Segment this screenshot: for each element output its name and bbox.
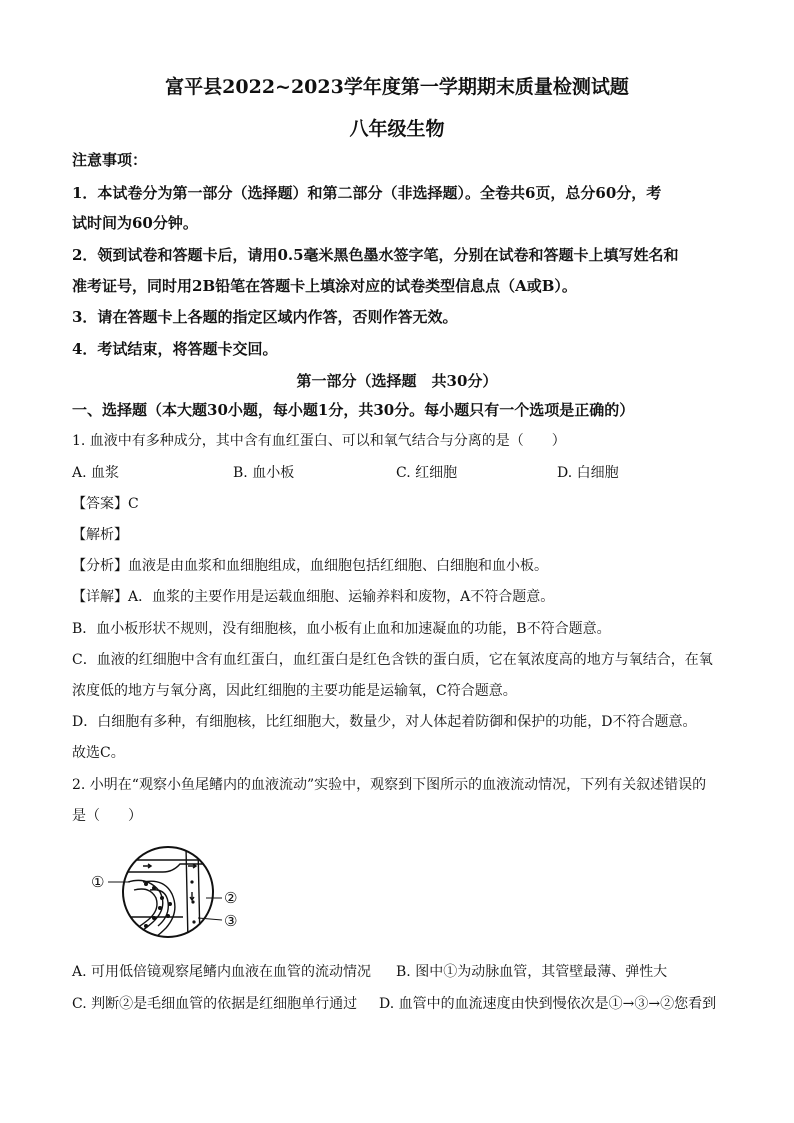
exam-title: 富平县2022~2023学年度第一学期期末质量检测试题 <box>165 76 629 98</box>
answer-tag: 【答案】 <box>72 496 128 512</box>
section-title: 第一部分（选择题 共30分） <box>296 372 498 390</box>
diagram-label-2: ② <box>224 889 238 907</box>
detail-text: A．血浆的主要作用是运载血细胞、运输养料和废物，A不符合题意。 <box>128 589 555 605</box>
q1-option-a: A. 血浆 <box>72 465 120 481</box>
q1-detail-line: D．白细胞有多种，有细胞核，比红细胞大，数量少，对人体起着防御和保护的功能，D不符合题意。 <box>72 714 697 730</box>
exam-subtitle: 八年级生物 <box>349 118 445 140</box>
q1-detail <box>72 587 554 607</box>
answer-value: C <box>128 496 139 512</box>
q1-option-d: D. 白细胞 <box>557 465 619 481</box>
q1-detail-line: 浓度低的地方与氧分离，因此红细胞的主要功能是运输氧，C符合题意。 <box>72 683 517 699</box>
q1-option-b: B. 血小板 <box>233 465 295 481</box>
q2-option-d: D. 血管中的血流速度由快到慢依次是①→③→②您看到 <box>379 996 717 1012</box>
q2-option-c: C. 判断②是毛细血管的依据是红细胞单行通过 <box>72 996 358 1012</box>
fenxi-text: 血液是由血浆和血细胞组成，血细胞包括红细胞、白细胞和血小板。 <box>128 558 548 574</box>
q1-detail-line: B．血小板形状不规则，没有细胞核，血小板有止血和加速凝血的功能，B不符合题意。 <box>72 621 611 637</box>
note-line: 4．考试结束，将答题卡交回。 <box>72 340 278 358</box>
fenxi-tag: 【分析】 <box>72 558 128 574</box>
q2-option-b: B. 图中①为动脉血管，其管壁最薄、弹性大 <box>396 964 668 980</box>
q1-analysis-tag: 【解析】 <box>72 527 128 543</box>
note-line: 3．请在答题卡上各题的指定区域内作答，否则作答无效。 <box>72 308 458 326</box>
diagram-label-3: ③ <box>224 912 238 930</box>
note-line: 准考证号，同时用2B铅笔在答题卡上填涂对应的试卷类型信息点（A或B）。 <box>72 277 577 295</box>
q1-fenxi <box>72 556 548 576</box>
q2-option-a: A. 可用低倍镜观察尾鳍内血液在血管的流动情况 <box>72 964 372 980</box>
blood-flow-diagram <box>88 842 248 952</box>
diagram-label-1: ① <box>91 873 105 891</box>
detail-tag: 【详解】 <box>72 589 128 605</box>
q1-answer <box>72 494 139 514</box>
note-line: 2．领到试卷和答题卡后，请用0.5毫米黑色墨水签字笔，分别在试卷和答题卡上填写姓名和 <box>72 246 679 264</box>
q1-option-c: C. 红细胞 <box>396 465 458 481</box>
notes-heading: 注意事项： <box>72 151 148 169</box>
q2-stem-line: 2. 小明在“观察小鱼尾鳍内的血液流动”实验中，观察到下图所示的血液流动情况，下列有关叙述错误的 <box>72 777 707 793</box>
q1-stem: 1. 血液中有多种成分，其中含有血红蛋白、可以和氧气结合与分离的是（ ） <box>72 433 566 449</box>
note-line: 1．本试卷分为第一部分（选择题）和第二部分（非选择题）。全卷共6页，总分60分，考 <box>72 184 662 202</box>
section-instruction: 一、选择题（本大题30小题，每小题1分，共30分。每小题只有一个选项是正确的） <box>72 401 635 419</box>
blood-flow-illustration <box>88 842 248 952</box>
q2-stem-line: 是（ ） <box>72 808 142 824</box>
q1-conclusion: 故选C。 <box>72 745 125 761</box>
note-line: 试时间为60分钟。 <box>72 214 198 232</box>
q1-detail-line: C．血液的红细胞中含有血红蛋白，血红蛋白是红色含铁的蛋白质，它在氧浓度高的地方与氧结合，在氧 <box>72 652 713 668</box>
